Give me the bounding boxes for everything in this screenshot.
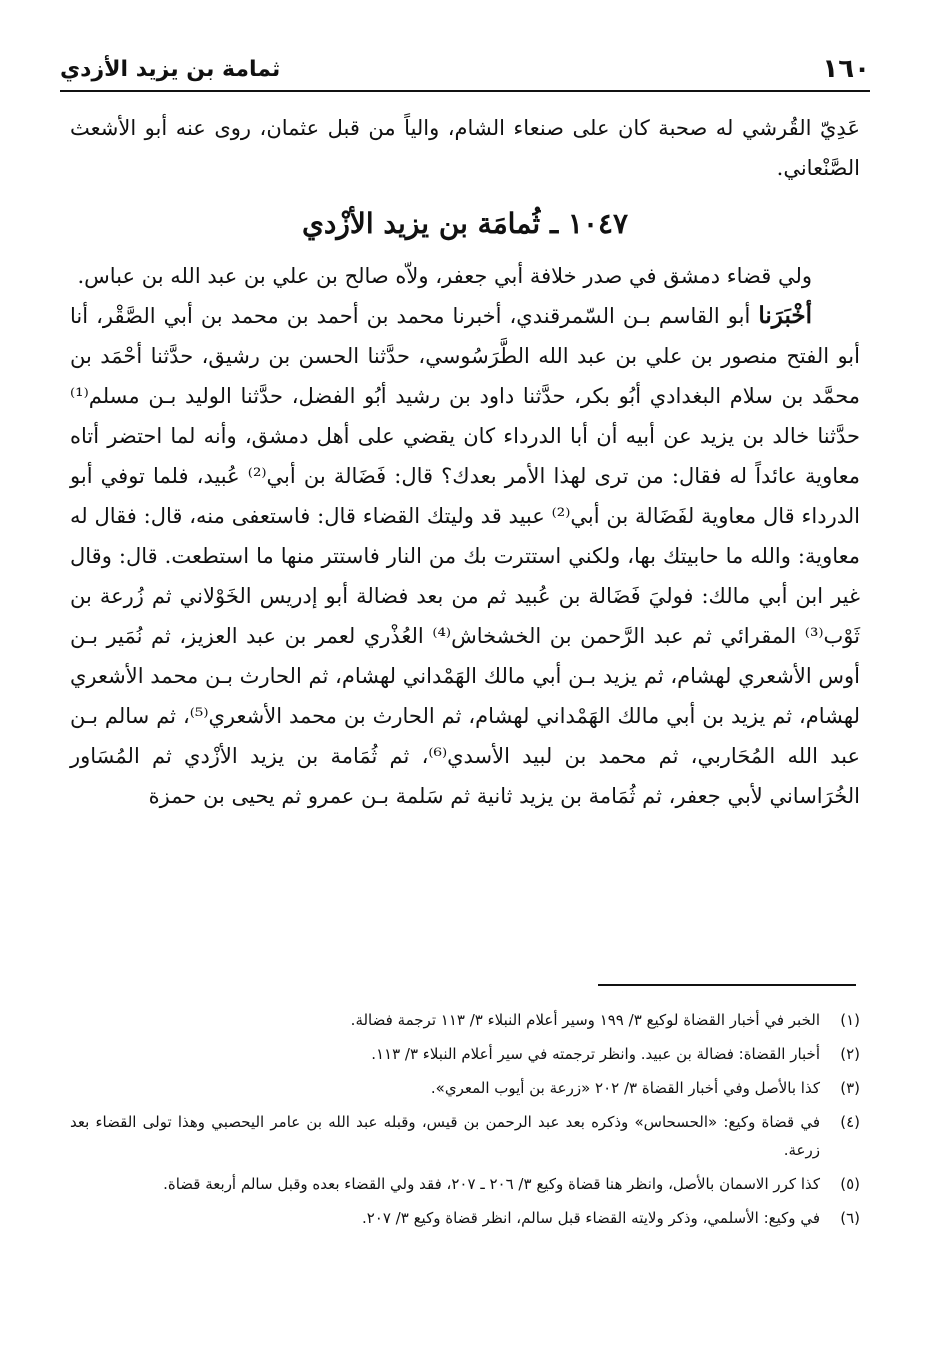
- footnote-number: (٤): [840, 1113, 860, 1131]
- page-header: [60, 46, 870, 92]
- footnote-text: الخبر في أخبار القضاة لوكيع ٣/ ١٩٩ وسير أعلام النبلاء ٣/ ١١٣ ترجمة فضالة.: [350, 1011, 820, 1029]
- footnote-text: في قضاة وكيع: «الحسحاس» وذكره بعد عبد الرحمن بن قيس، وقبله عبد الله بن عامر اليحصبي وهذا تولى القضاء بعد زرعة.: [70, 1113, 820, 1159]
- entry-paragraph-2: [70, 296, 860, 816]
- footnote-number: (٥): [840, 1175, 860, 1193]
- intro-paragraph: عَدِيّ القُرشي له صحبة كان على صنعاء الشام، والياً من قبل عثمان، روى عنه أبو الأشعث الصَّنْعاني.: [70, 116, 860, 180]
- footnote-text: كذا كرر الاسمان بالأصل، وانظر هنا قضاة وكيع ٣/ ٢٠٦ ـ ٢٠٧، فقد ولي القضاء بعده وقبل سالم أربعة قضاة.: [163, 1175, 820, 1193]
- main-text: [70, 108, 860, 816]
- footnote-text: في وكيع: الأسلمي، وذكر ولايته القضاء قبل سالم، انظر قضاة وكيع ٣/ ٢٠٧.: [361, 1209, 820, 1227]
- footnote-item: [70, 1108, 860, 1164]
- footnote-number: (٦): [840, 1209, 860, 1227]
- footnote-item: [70, 1040, 860, 1068]
- footnote-number: (٣): [840, 1079, 860, 1097]
- footnote-item: [70, 1204, 860, 1232]
- footnote-item: [70, 1170, 860, 1198]
- footnote-number: (١): [840, 1011, 860, 1029]
- entry-paragraph-1: ولي قضاء دمشق في صدر خلافة أبي جعفر، ولاّه صالح بن علي بن عبد الله بن عباس.: [77, 264, 812, 288]
- footnote-item: [70, 1074, 860, 1102]
- footnote-item: [70, 1006, 860, 1034]
- page-number: ١٦٠: [822, 54, 870, 84]
- footnote-text: أخبار القضاة: فضالة بن عبيد. وانظر ترجمته في سير أعلام النبلاء ٣/ ١١٣.: [371, 1045, 820, 1063]
- footnotes: [70, 1006, 860, 1238]
- running-title: ثمامة بن يزيد الأزدي: [60, 57, 281, 82]
- lead-word: أخْبَرَنا: [758, 302, 812, 329]
- footnote-separator: [598, 984, 856, 986]
- entry-title: ١٠٤٧ ـ ثُمامَة بن يزيد الأزْدي: [301, 207, 629, 240]
- footnote-text: كذا بالأصل وفي أخبار القضاة ٣/ ٢٠٢ «زرعة بن أيوب المعري».: [430, 1079, 820, 1097]
- footnote-number: (٢): [840, 1045, 860, 1063]
- entry-paragraph-2-text: أبو القاسم بـن السّمرقندي، أخبرنا محمد بن أحمد بن محمد بن أبي الصَّقْر، أنا أبو الفتح منصور بن علي بن عبد الله الطَّرَسُوسي، حدَّثنا الحسن بن رشيق، حدَّثنا أحْمَد بن محمَّد بن سلام البغدادي أبُو بكر، حدَّثنا داود بن رشيد أبُو الفضل، حدَّثنا الوليد بـن مسلم⁽¹⁾ حدَّثنا خالد بن يزيد عن أبيه أن أبا الدرداء كان يقضي على أهل دمشق، وأنه لما احتضر أتاه معاوية عائداً له فقال: من ترى لهذا الأمر بعدك؟ قال: فَضَالة بن أبي⁽²⁾ عُبيد، فلما توفي أبو الدرداء قال معاوية لفَضَالة بن أبي⁽²⁾ عبيد قد وليتك القضاء قال: فاستعفى منه، قال: فقال له معاوية: والله ما حابيتك بها، ولكني استترت بك من النار فاستتر منها ما استطعت. قال: وقال غير ابن أبي مالك: فوليَ فَضَالة بن عُبيد ثم من بعد فضالة أبو إدريس الخَوْلاني ثم زُرعة بن ثَوْب⁽³⁾ المقرائي ثم عبد الرَّحمن بن الخشخاش⁽⁴⁾ العُذْري لعمر بن عبد العزيز، ثم نُمَير بـن أوس الأشعري لهشام، ثم يزيد بـن أبي مالك الهَمْداني لهشام، ثم الحارث بـن محمد الأشعري لهشام، ثم يزيد بن أبي مالك الهَمْداني لهشام، ثم الحارث بن محمد الأشعري⁽⁵⁾، ثم سالم بـن عبد الله المُحَاربي، ثم محمد بن لبيد الأسدي⁽⁶⁾، ثم ثُمَامة بن يزيد الأزْدي ثم المُسَاور الخُرَاساني لأبي جعفر، ثم ثُمَامة بن يزيد ثانية ثم سَلمة بـن عمرو ثم يحيى بن حمزة: [70, 304, 860, 808]
